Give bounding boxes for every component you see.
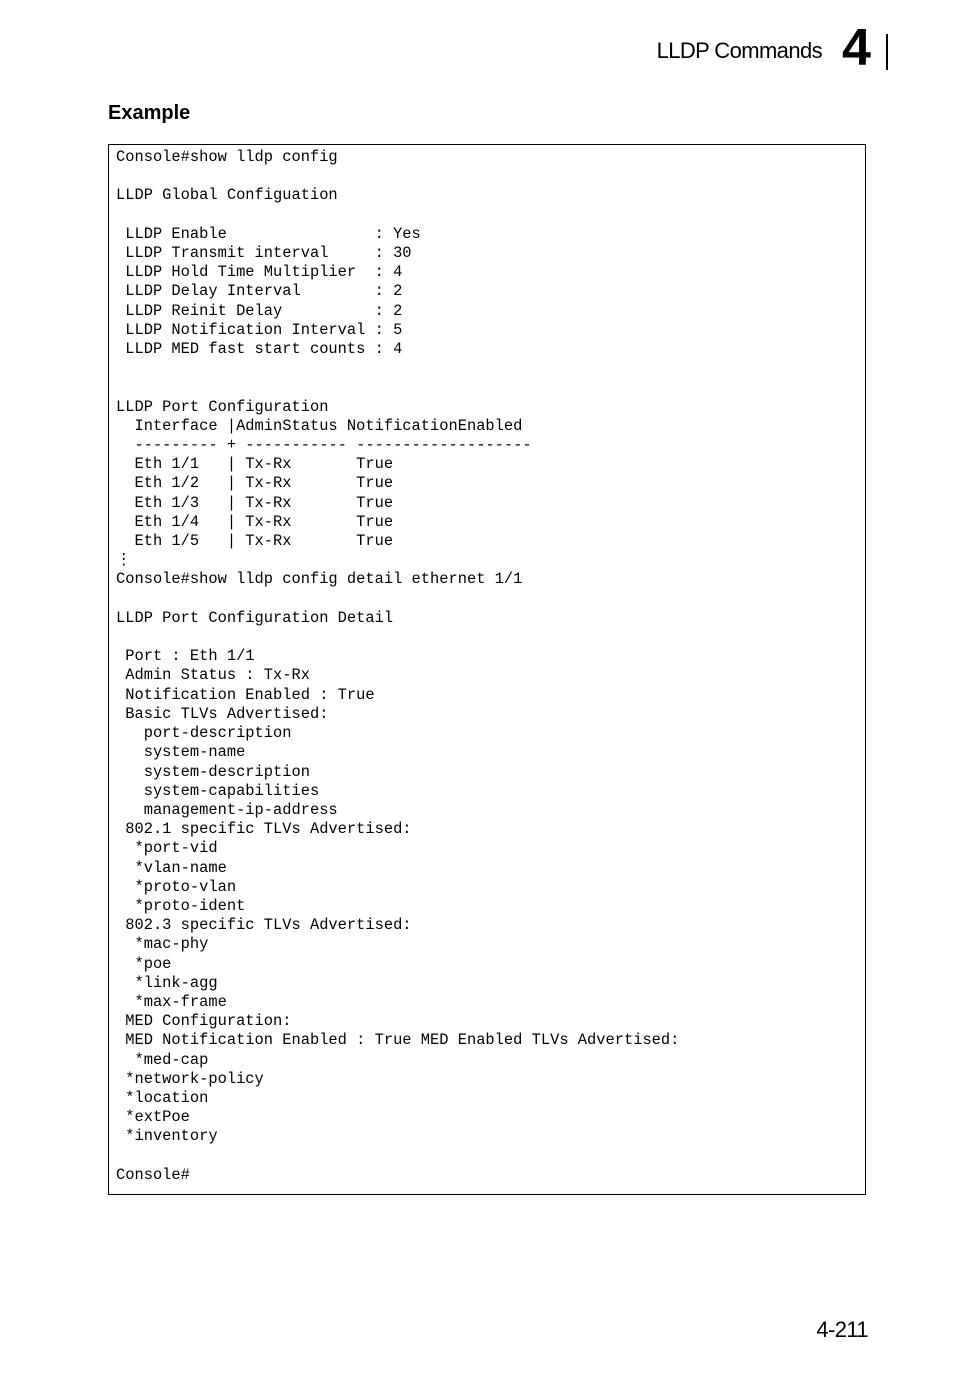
page-number: 4-211 bbox=[816, 1317, 868, 1342]
section-heading: Example bbox=[108, 102, 191, 124]
console-output: Console#show lldp config LLDP Global Configuation LLDP Enable : Yes LLDP Transmit interval : 30 LLDP Hold Time Multiplier : 4 LLDP Delay Interval : 2 LLDP Reinit Delay : 2 LLDP Notification Interval : 5 LLDP MED fast start counts : 4 LLDP Port Configuration Interface |AdminStatus NotificationEnabled --------- + ----------- ------------------- Eth 1/1 | Tx-Rx True Eth 1/2 | Tx-Rx True Eth 1/3 | Tx-Rx True Eth 1/4 | Tx-Rx True Eth 1/5 | Tx-Rx True ⋮ Console#show lldp config detail ethernet 1/1 LLDP Port Configuration Detail Port : Eth 1/1 Admin Status : Tx-Rx Notification Enabled : True Basic TLVs Advertised: port-description system-name system-description system-capabilities management-ip-address 802.1 specific TLVs Advertised: *port-vid *vlan-name *proto-vlan *proto-ident 802.3 specific TLVs Advertised: *mac-phy *poe *link-agg *max-frame MED Configuration: MED Notification Enabled : True MED Enabled TLVs Advertised: *med-cap *network-policy *location *extPoe *inventory Console# bbox=[116, 148, 680, 1184]
running-header-title: LLDP Commands bbox=[656, 38, 822, 63]
console-example-box bbox=[108, 144, 866, 1195]
chapter-number: 4 bbox=[842, 19, 871, 77]
chapter-divider bbox=[886, 34, 888, 70]
